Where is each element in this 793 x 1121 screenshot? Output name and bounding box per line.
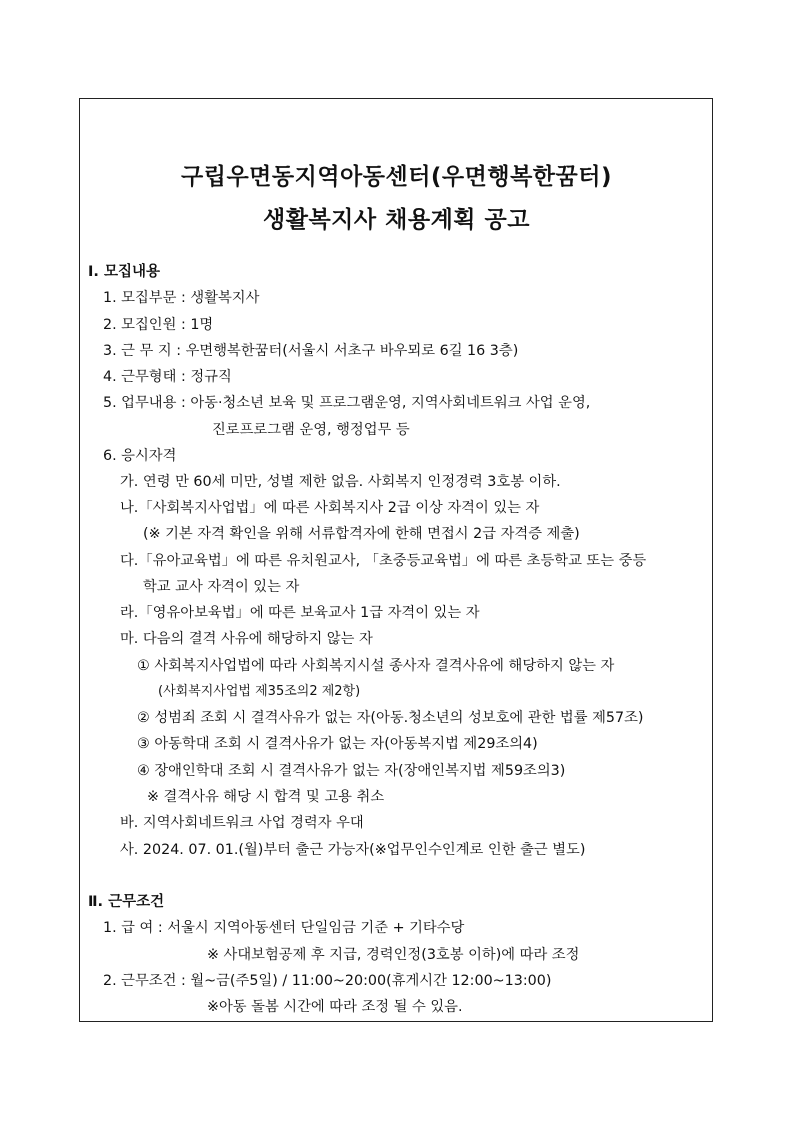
document-title-line2: 생활복지사 채용계획 공고 xyxy=(263,207,530,233)
qual-ma-2: ② 성범죄 조회 시 결격사유가 없는 자(아동.청소년의 성보호에 관한 법률 제57조) xyxy=(137,710,644,726)
item-duties-cont: 진로프로그램 운영, 행정업무 등 xyxy=(212,422,410,438)
qual-ga: 가. 연령 만 60세 미만, 성별 제한 없음. 사회복지 인정경력 3호봉 이하. xyxy=(120,474,561,490)
qual-ma-1-ref: (사회복지사업법 제35조의2 제2항) xyxy=(158,684,361,699)
item-workplace: 3. 근 무 지 : 우면행복한꿈터(서울시 서초구 바우뫼로 6길 16 3층) xyxy=(103,343,519,359)
qual-da: 다.「유아교육법」에 따른 유치원교사, 「초중등교육법」에 따른 초등학교 또는 중등 xyxy=(120,553,647,569)
cond-hours: 2. 근무조건 : 월~금(주5일) / 11:00~20:00(휴게시간 12:00~13:00) xyxy=(103,973,552,989)
qual-ma-3: ③ 아동학대 조회 시 결격사유가 없는 자(아동복지법 제29조의4) xyxy=(137,736,538,752)
qual-ma-4: ④ 장애인학대 조회 시 결격사유가 없는 자(장애인복지법 제59조의3) xyxy=(137,763,566,779)
qual-na: 나.「사회복지사업법」에 따른 사회복지사 2급 이상 자격이 있는 자 xyxy=(120,500,540,516)
qual-ma-1: ① 사회복지사업법에 따라 사회복지시설 종사자 결격사유에 해당하지 않는 자 xyxy=(137,658,615,674)
cond-salary-note: ※ 사대보험공제 후 지급, 경력인정(3호봉 이하)에 따라 조정 xyxy=(207,947,580,963)
cond-salary: 1. 급 여 : 서울시 지역아동센터 단일임금 기준 + 기타수당 xyxy=(103,920,465,936)
qual-na-note: (※ 기본 자격 확인을 위해 서류합격자에 한해 면접시 2급 자격증 제출) xyxy=(143,526,580,542)
qual-sa: 사. 2024. 07. 01.(월)부터 출근 가능자(※업무인수인계로 인한 출근 별도) xyxy=(120,842,586,858)
item-qualifications: 6. 응시자격 xyxy=(103,448,177,464)
item-employment-type: 4. 근무형태 : 정규직 xyxy=(103,369,232,385)
qual-da-cont: 학교 교사 자격이 있는 자 xyxy=(143,579,300,595)
section2-heading: Ⅱ. 근무조건 xyxy=(88,894,165,910)
qual-ra: 라.「영유아보육법」에 따른 보육교사 1급 자격이 있는 자 xyxy=(120,605,480,621)
qual-ma-note: ※ 결격사유 해당 시 합격 및 고용 취소 xyxy=(147,789,385,805)
cond-hours-note: ※아동 돌봄 시간에 따라 조정 될 수 있음. xyxy=(207,999,463,1015)
qual-ba: 바. 지역사회네트워크 사업 경력자 우대 xyxy=(120,815,364,831)
qual-ma: 마. 다음의 결격 사유에 해당하지 않는 자 xyxy=(120,631,373,647)
item-recruit-field: 1. 모집부문 : 생활복지사 xyxy=(103,290,260,306)
section1-heading: Ⅰ. 모집내용 xyxy=(88,264,160,280)
document-title-line1: 구립우면동지역아동센터(우면행복한꿈터) xyxy=(181,164,612,190)
item-recruit-count: 2. 모집인원 : 1명 xyxy=(103,317,214,333)
item-duties: 5. 업무내용 : 아동·청소년 보육 및 프로그램운영, 지역사회네트워크 사업 운영, xyxy=(103,395,591,411)
